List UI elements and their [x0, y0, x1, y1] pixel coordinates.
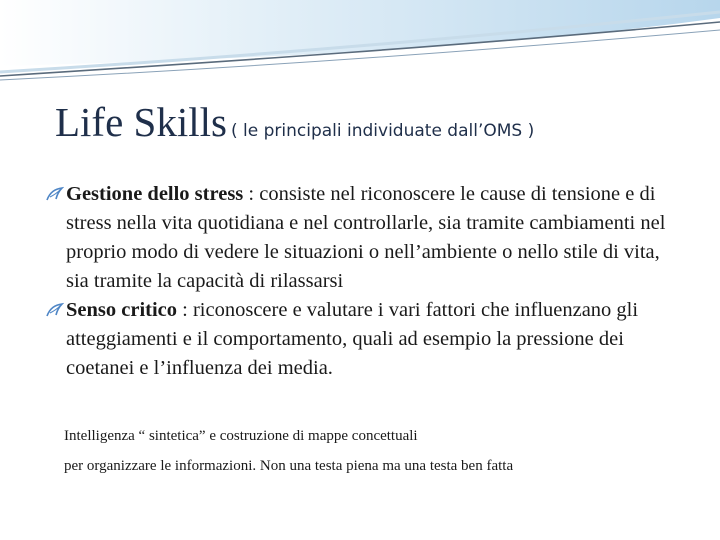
header-banner-decoration	[0, 0, 720, 90]
bullet-critical-thinking	[46, 296, 686, 383]
bullet-icon	[46, 186, 64, 202]
slide-title	[55, 98, 715, 146]
note-line-1: Intelligenza “ sintetica” e costruzione di mappe concettuali	[64, 428, 418, 444]
title-main: Life Skills	[55, 99, 227, 145]
note-line-2: per organizzare le informazioni. Non una testa piena ma una testa ben fatta	[64, 458, 514, 474]
title-subtitle: ( le principali individuate dall’OMS )	[230, 121, 535, 141]
bullet-icon	[46, 302, 64, 318]
bullet-text: : consiste nel riconoscere le cause di tensione e di stress nella vita quotidiana e nel controllarle, sia tramite cambiamenti nel proprio modo di vedere le situazioni o nell’ambiente o nello stile di vita, sia tramite la capacità di rilassarsi	[66, 183, 666, 292]
bullet-term: Senso critico	[66, 299, 178, 321]
bullet-text: : riconoscere e valutare i vari fattori che influenzano gli atteggiamenti e il comportamento, quali ad esempio la pressione dei coetanei e l’influenza dei media.	[66, 299, 639, 379]
bullet-term: Gestione dello stress	[66, 183, 244, 205]
bullet-stress-management	[46, 180, 686, 296]
bullet-list	[46, 180, 686, 383]
